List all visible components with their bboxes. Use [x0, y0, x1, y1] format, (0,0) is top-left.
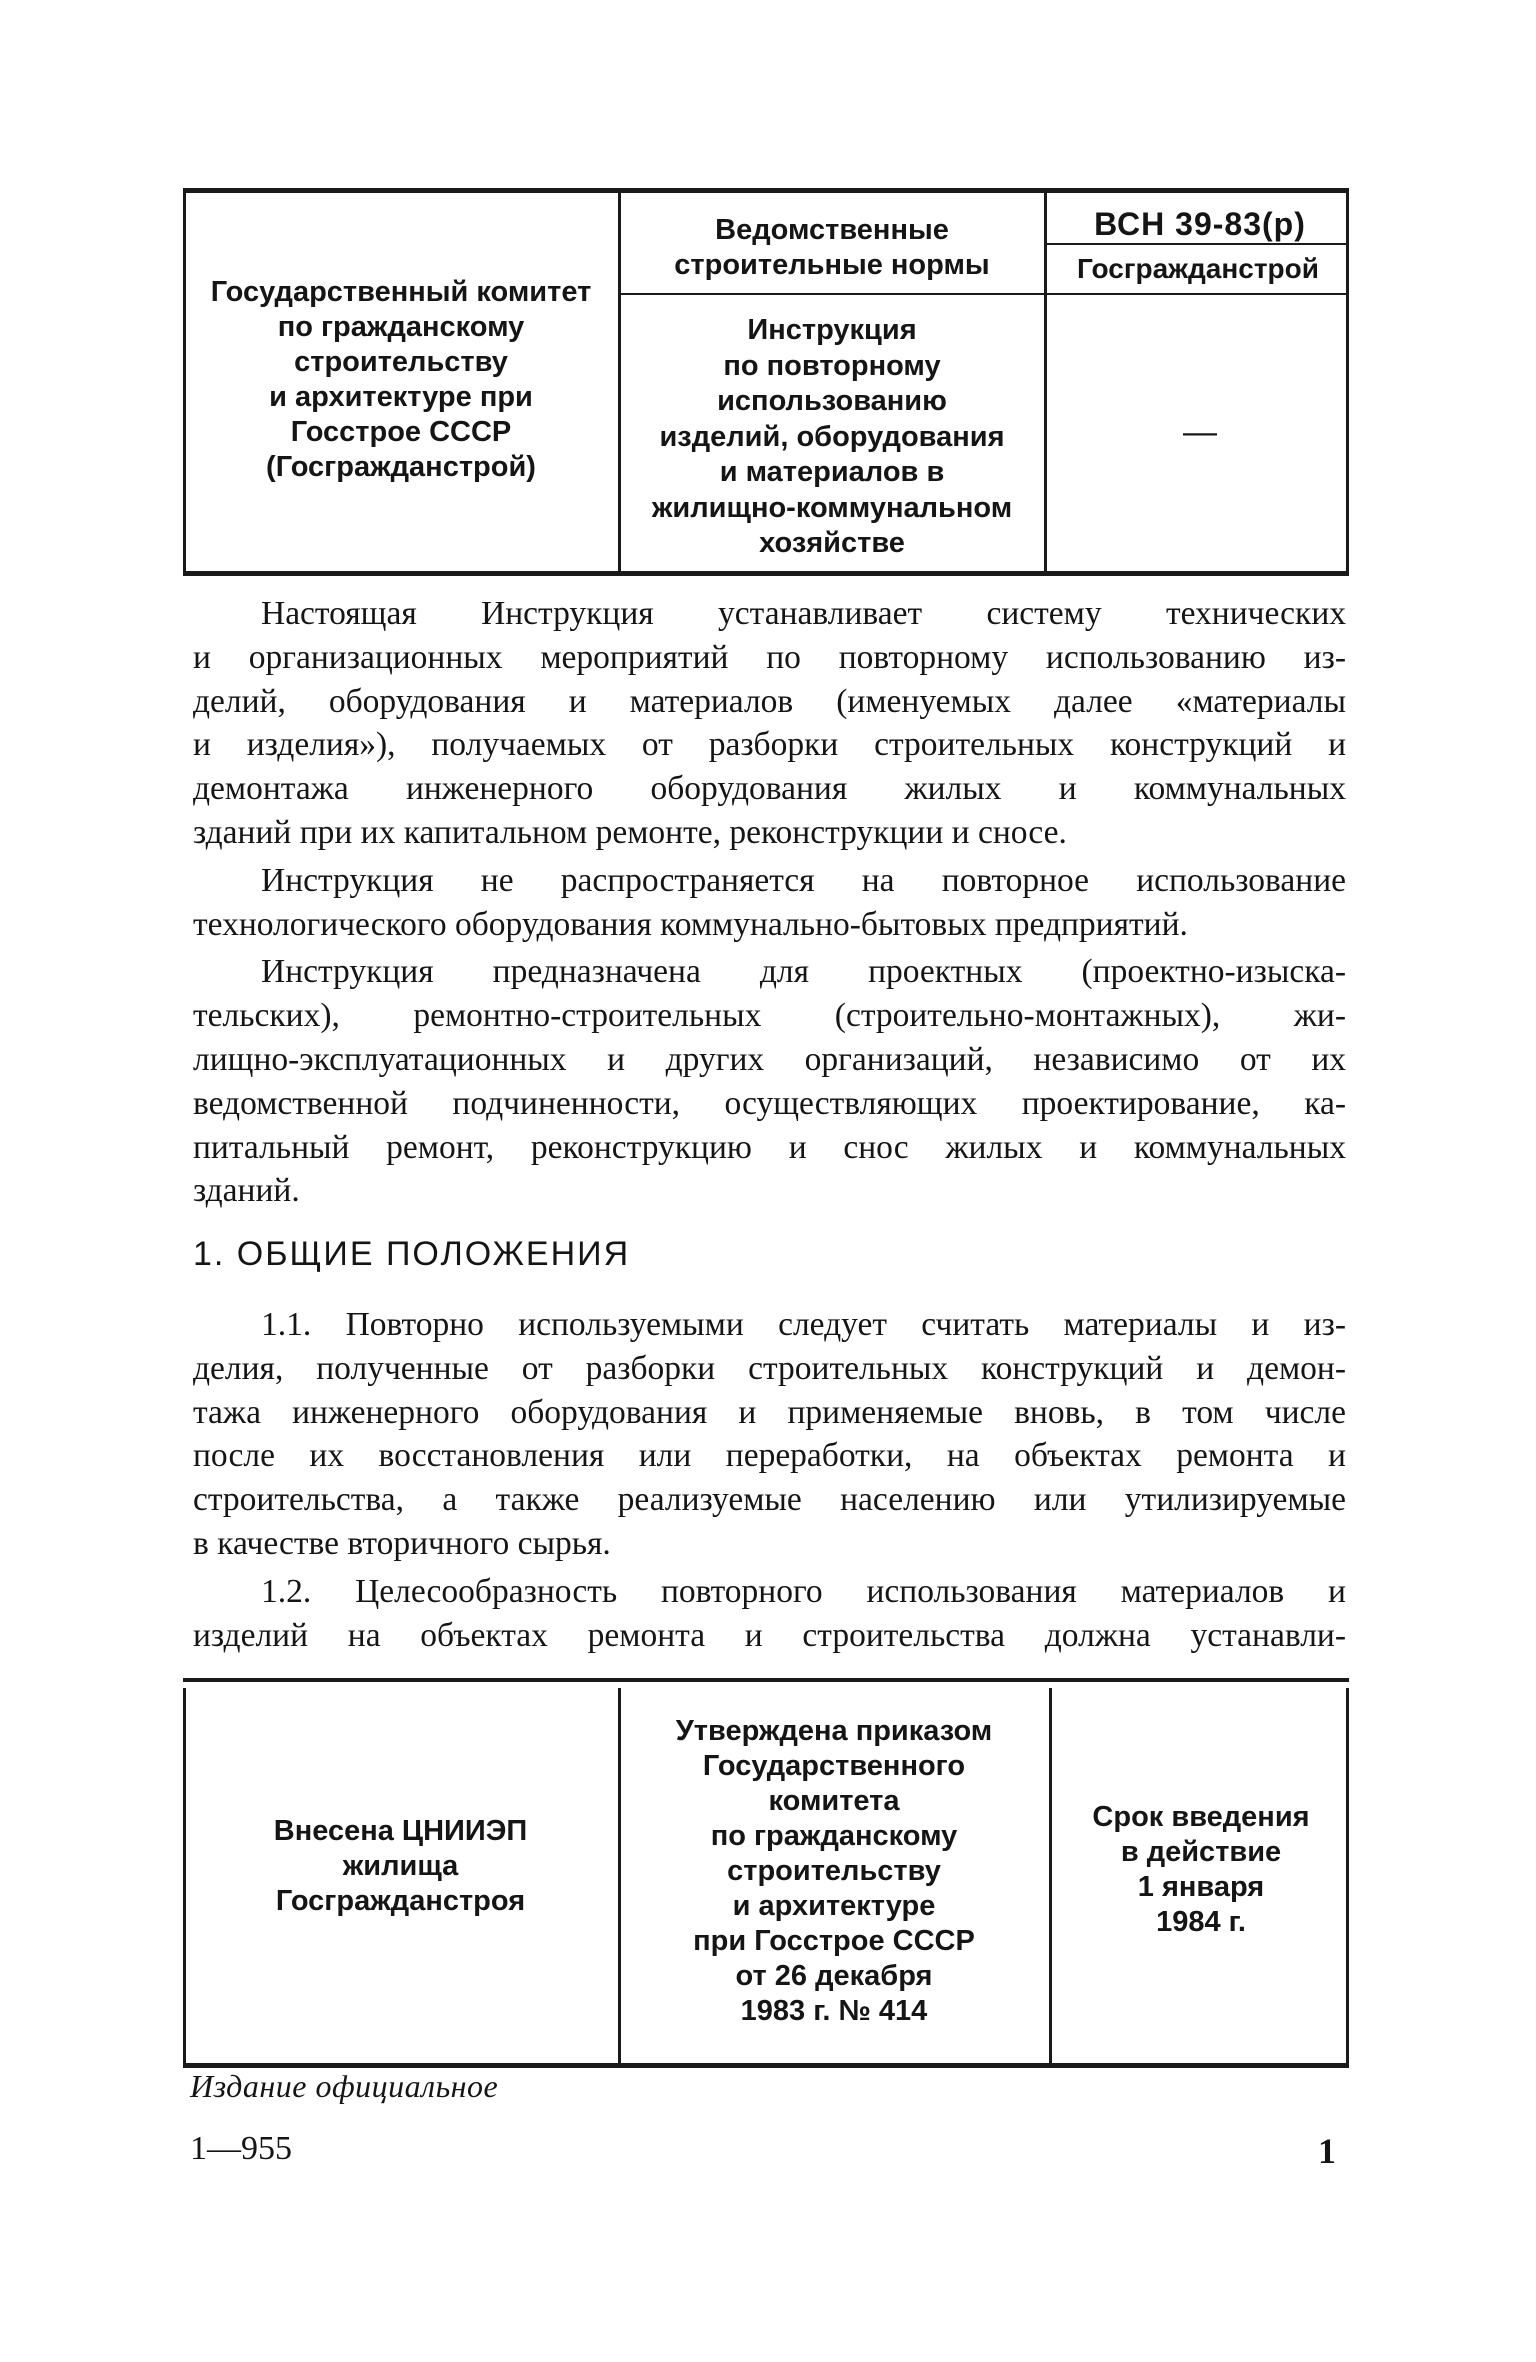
- effective-line: 1 января: [1137, 1871, 1265, 1903]
- approved-line: 1983 г. № 414: [740, 1995, 928, 2027]
- header-table: [183, 188, 1349, 576]
- submitted-line: Госгражданстроя: [275, 1885, 526, 1917]
- org-line: по гражданскому: [277, 311, 525, 343]
- printing-signature: 1—955: [190, 2130, 292, 2167]
- text-line: 1.2. Целесообразность повторного использования материалов и: [261, 1572, 1346, 1610]
- intro-paragraph-3: [193, 950, 1346, 1213]
- text-line: технологического оборудования коммунально-бытовых предприятий.: [193, 905, 1188, 943]
- text-line: строительства, а также реализуемые населению или утилизируемые: [193, 1481, 1346, 1519]
- text-line: лищно-эксплуатационных и других организаций, независимо от их: [193, 1040, 1346, 1078]
- header-agency-underline: [1045, 293, 1349, 295]
- intro-paragraph-2: [193, 859, 1346, 947]
- text-line: делия, полученные от разборки строительных конструкций и демон-: [193, 1349, 1346, 1387]
- clause-1-1: [193, 1303, 1346, 1566]
- text-line: зданий при их капитальном ремонте, реконструкции и сносе.: [193, 813, 1067, 851]
- submitted-line: жилища: [342, 1850, 459, 1882]
- clause-1-2: [193, 1570, 1346, 1658]
- approval-table: [183, 1678, 1349, 2068]
- document-code: ВСН 39-83(р): [1094, 206, 1306, 242]
- page-number: 1: [1318, 2131, 1336, 2171]
- title-line: жилищно-коммунальном: [651, 491, 1013, 524]
- effective-line: в действие: [1120, 1836, 1282, 1868]
- title-line: по повторному: [723, 349, 941, 382]
- norm-type: [619, 213, 1045, 283]
- text-line: демонтажа инженерного оборудования жилых и коммунальных: [193, 770, 1346, 808]
- approved-line: при Госстрое СССР: [693, 1925, 975, 1957]
- document-agency: Госгражданстрой: [1077, 253, 1319, 284]
- document-title: [619, 313, 1045, 562]
- intro-text: [193, 592, 1346, 1213]
- submitted-by: [183, 1814, 618, 1919]
- text-line: и организационных мероприятий по повторному использованию из-: [193, 638, 1346, 676]
- text-line: Настоящая Инструкция устанавливает систему технических: [261, 595, 1346, 632]
- text-line: Инструкция не распространяется на повторное использование: [261, 861, 1346, 899]
- effective-date: [1053, 1800, 1349, 1940]
- text-line: зданий.: [193, 1172, 300, 1210]
- issuing-organization: [183, 275, 619, 485]
- text-line: после их восстановления или переработки, на объектах ремонта и: [193, 1437, 1346, 1475]
- text-line: Инструкция предназначена для проектных (проектно-изыска-: [261, 953, 1346, 991]
- org-line: Государственный комитет: [210, 276, 592, 308]
- title-line: использованию: [717, 385, 947, 417]
- text-line: и изделия»), получаемых от разборки строительных конструкций и: [193, 726, 1346, 764]
- text-line: ведомственной подчиненности, осуществляющих проектирование, ка-: [193, 1084, 1346, 1122]
- text-line: питальный ремонт, реконструкцию и снос жилых и коммунальных: [193, 1128, 1346, 1166]
- org-line: Госстрое СССР: [290, 416, 512, 448]
- clauses-text: [193, 1303, 1346, 1657]
- approved-line: от 26 декабря: [735, 1960, 933, 1992]
- approved-line: Государственного: [702, 1750, 966, 1782]
- header-border-right: [1346, 193, 1349, 571]
- title-line: и материалов в: [719, 456, 945, 488]
- effective-line: 1984 г.: [1156, 1906, 1246, 1938]
- text-line: 1.1. Повторно используемыми следует считать материалы и из-: [261, 1306, 1346, 1343]
- header-row-divider: [618, 293, 1046, 295]
- approved-line: Утверждена приказом: [675, 1715, 993, 1747]
- norm-type-line: Ведомственные: [715, 214, 949, 246]
- footer-divider-2: [1049, 1688, 1052, 2063]
- replaces-document: —: [1183, 413, 1217, 451]
- title-line: хозяйстве: [759, 527, 905, 559]
- header-code-underline: [1045, 243, 1349, 245]
- section-heading: 1. ОБЩИЕ ПОЛОЖЕНИЯ: [193, 1235, 631, 1273]
- text-line: в качестве вторичного сырья.: [193, 1524, 611, 1562]
- text-line: изделий на объектах ремонта и строительства должна устанавли-: [193, 1616, 1346, 1654]
- approved-line: и архитектуре: [732, 1890, 936, 1922]
- submitted-line: Внесена ЦНИИЭП: [273, 1815, 528, 1847]
- title-line: изделий, оборудования: [659, 420, 1005, 453]
- approved-line: комитета: [768, 1785, 900, 1817]
- org-line: (Госгражданстрой): [266, 451, 536, 483]
- approved-by: [619, 1714, 1049, 2029]
- effective-line: Срок введения: [1092, 1801, 1310, 1833]
- approved-line: по гражданскому: [710, 1820, 958, 1852]
- text-line: тажа инженерного оборудования и применяемые вновь, в том числе: [193, 1393, 1346, 1431]
- edition-note: Издание официальное: [190, 2068, 499, 2104]
- text-line: тельских), ремонтно-строительных (строительно-монтажных), жи-: [193, 997, 1346, 1035]
- intro-paragraph-1: [193, 592, 1346, 855]
- approved-line: строительству: [727, 1855, 941, 1887]
- org-line: и архитектуре при: [269, 381, 533, 413]
- norm-type-line: строительные нормы: [674, 249, 990, 281]
- title-line: Инструкция: [747, 314, 917, 346]
- org-line: строительству: [294, 346, 508, 378]
- text-line: делий, оборудования и материалов (именуемых далее «материалы: [193, 682, 1346, 720]
